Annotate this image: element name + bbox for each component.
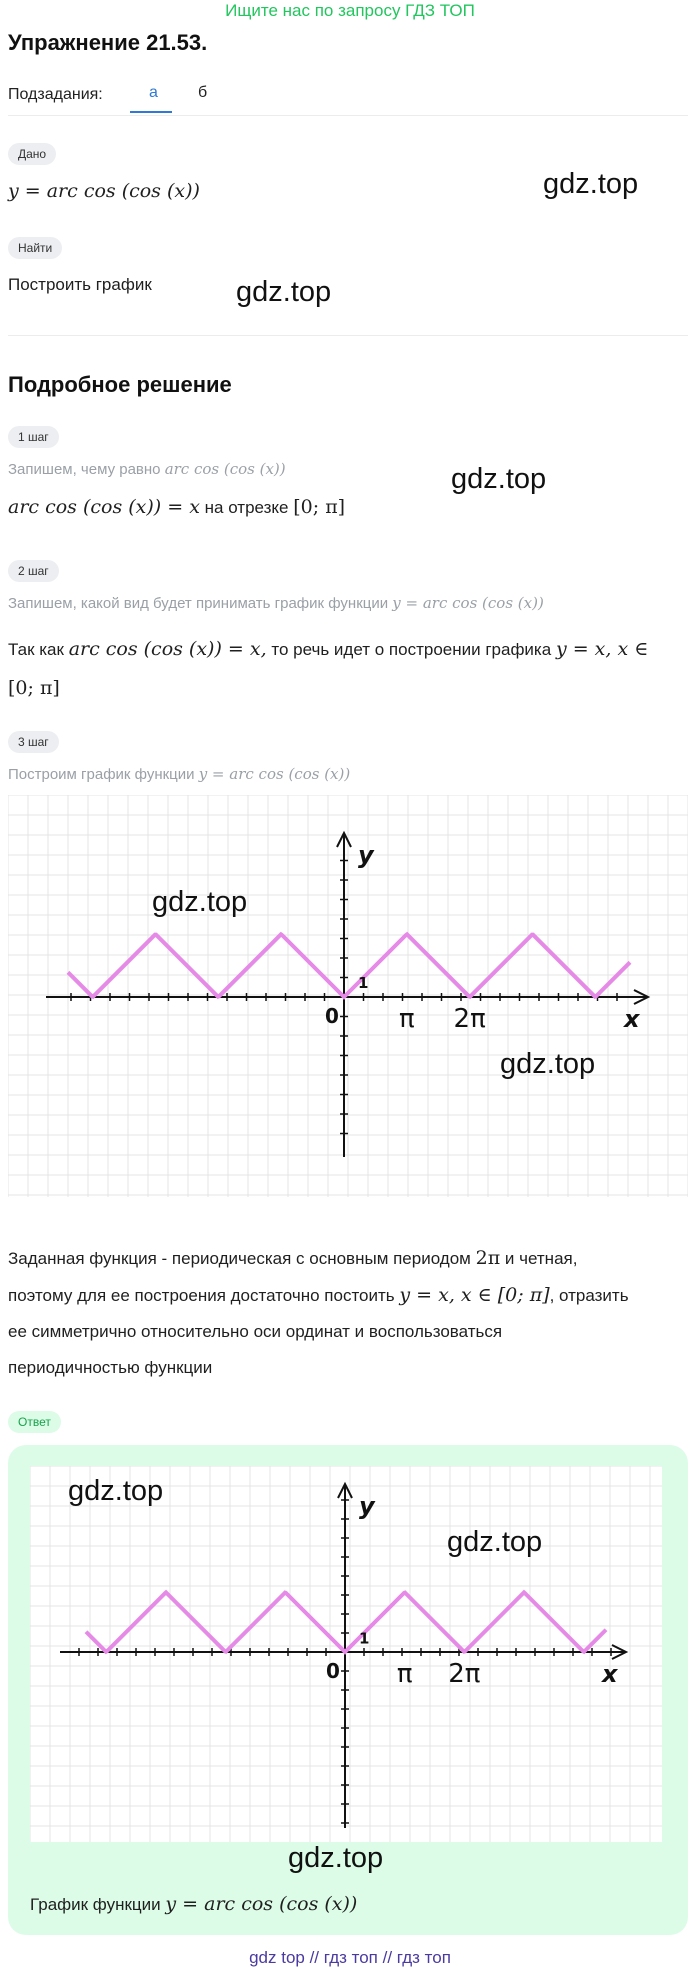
active-tab-indicator (130, 111, 172, 113)
x-axis-label: x (624, 1005, 640, 1033)
x-axis-label: x (602, 1660, 618, 1688)
origin-label: 0 (325, 1004, 339, 1028)
given-formula: y = arc cos (cos (x)) (8, 180, 200, 202)
pi-label: π (399, 1004, 415, 1034)
explanation-text: Заданная функция - периодическая с основным периодом 2π и четная, поэтому для ее построения достаточно постоить y = x, x ∈ [0; π], отразить ее симметрично относительно оси ординат и воспользоваться периодичностью функции (8, 1247, 629, 1377)
tab-a[interactable]: а (149, 84, 158, 101)
one-label: 1 (359, 1629, 370, 1648)
watermark: gdz.top (152, 886, 248, 918)
answer-pill: Ответ (8, 1411, 61, 1433)
find-pill: Найти (8, 237, 62, 259)
step-3-pill: 3 шаг (8, 731, 59, 753)
search-banner[interactable]: Ищите нас по запросу ГДЗ ТОП (225, 1, 475, 20)
divider (8, 115, 688, 116)
answer-caption: График функции y = arc cos (cos (x)) (30, 1893, 358, 1915)
y-axis-label: y (358, 841, 374, 869)
step-3-caption: Построим график функции y = arc cos (cos (x)) (8, 765, 351, 783)
solution-heading: Подробное решение (8, 372, 232, 397)
pi-label: π (396, 1659, 413, 1689)
one-label: 1 (358, 974, 369, 992)
tab-b[interactable]: б (198, 84, 208, 101)
given-pill: Дано (8, 143, 56, 165)
subtasks-label: Подзадания: (8, 86, 103, 103)
find-text: Построить график (8, 275, 152, 294)
two-pi-label: 2π (448, 1659, 481, 1689)
step-2-pill: 2 шаг (8, 560, 59, 582)
step-1-pill: 1 шаг (8, 426, 59, 448)
watermark: gdz.top (451, 463, 547, 495)
watermark: gdz.top (288, 1842, 384, 1874)
footer-links[interactable]: gdz top // гдз топ // гдз топ (249, 1948, 451, 1967)
step-1-line: arc cos (cos (x)) = x на отрезке [0; π] (8, 496, 346, 518)
watermark: gdz.top (500, 1048, 596, 1080)
watermark: gdz.top (543, 168, 639, 200)
watermark: gdz.top (447, 1526, 543, 1558)
watermark: gdz.top (68, 1475, 164, 1507)
divider (8, 335, 688, 336)
y-axis-label: y (359, 1492, 375, 1520)
answer-graph (30, 1466, 662, 1842)
two-pi-label: 2π (453, 1004, 486, 1034)
step-1-caption: Запишем, чему равно arc cos (cos (x)) (8, 460, 286, 478)
watermark: gdz.top (236, 276, 332, 308)
page-title: Упражнение 21.53. (8, 30, 208, 55)
step-2-caption: Запишем, какой вид будет принимать график функции y = arc cos (cos (x)) (8, 594, 544, 612)
origin-label: 0 (326, 1659, 340, 1683)
function-graph (8, 795, 688, 1197)
step-2-line: Так как arc cos (cos (x)) = x, то речь идет о построении графика y = x, x ∈ [0; π] (8, 638, 649, 699)
